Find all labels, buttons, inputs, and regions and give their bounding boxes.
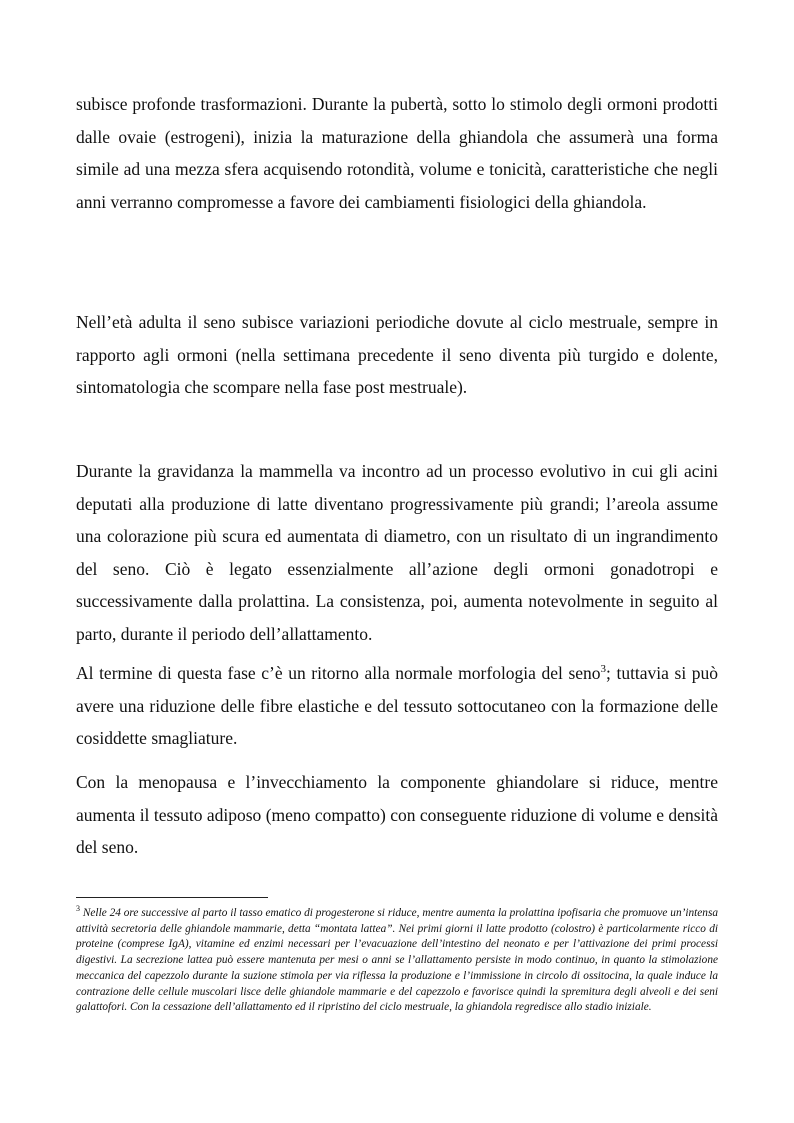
body-paragraph: Nell’età adulta il seno subisce variazioni periodiche dovute al ciclo mestruale, sempre in rapporto agli ormoni (nella settimana precedente il seno diventa più turgido e dolente, sintomatologia che scompare nella fase post mestruale). [76,312,718,398]
paragraph-text-after-ref: ; tuttavia si può avere una riduzione delle fibre elastiche e del tessuto sottocutaneo con la formazione delle cosiddette smagliature. [76,663,718,749]
footnote-number: 3 [76,904,80,914]
footnote-text: Nelle 24 ore successive al parto il tasso ematico di progesterone si riduce, mentre aumenta la prolattina ipofisaria che promuove un’intensa attività secretoria delle ghiandole mammarie, detta “montata lattea”. Nei primi giorni il latte prodotto (colostro) è particolarmente ricco di proteine (comprese IgA), vitamine ed enzimi necessari per l’evacuazione dell’intestino del neonato e per l’attivazione dei primi processi digestivi. La secrezione lattea può essere mantenuta per mesi o anni se l’allattamento persiste in modo continuo, in quanto la stimolazione meccanica del capezzolo durante la suzione stimola per via riflessa la produzione e l’immissione in circolo di ossitocina, la quale induce la contrazione delle cellule muscolari lisce delle ghiandole mammarie e del capezzolo e favorisce quindi la spremitura degli alveoli e dei seni galattofori. Con la cessazione dell’allattamento ed il ripristino del ciclo mestruale, la ghiandola regredisce allo stadio iniziale. [76,907,718,1014]
footnote-separator [76,897,268,898]
body-paragraph: subisce profonde trasformazioni. Durante la pubertà, sotto lo stimolo degli ormoni prodotti dalle ovaie (estrogeni), inizia la maturazione della ghiandola che assumerà una forma simile ad una mezza sfera acquisendo rotondità, volume e tonicità, caratteristiche che negli anni verranno compromesse a favore dei cambiamenti fisiologici della ghiandola. [76,94,718,212]
footnote-reference[interactable]: 3 [600,663,607,676]
paragraph-text-before-ref: Al termine di questa fase c’è un ritorno alla normale morfologia del seno [76,663,601,683]
body-paragraph: Con la menopausa e l’invecchiamento la componente ghiandolare si riduce, mentre aumenta il tessuto adiposo (meno compatto) con conseguente riduzione di volume e densità del seno. [76,772,718,858]
body-paragraph: Durante la gravidanza la mammella va incontro ad un processo evolutivo in cui gli acini deputati alla produzione di latte diventano progressivamente più grandi; l’areola assume una colorazione più scura ed aumentata di diametro, con un risultato di un ingrandimento del seno. Ciò è legato essenzialmente all’azione degli ormoni gonadotropi e successivamente dalla prolattina. La consistenza, poi, aumenta notevolmente in seguito al parto, durante il periodo dell’allattamento. [76,461,718,644]
footnote [76,906,718,1016]
body-paragraph-with-footnote-ref [76,657,718,755]
